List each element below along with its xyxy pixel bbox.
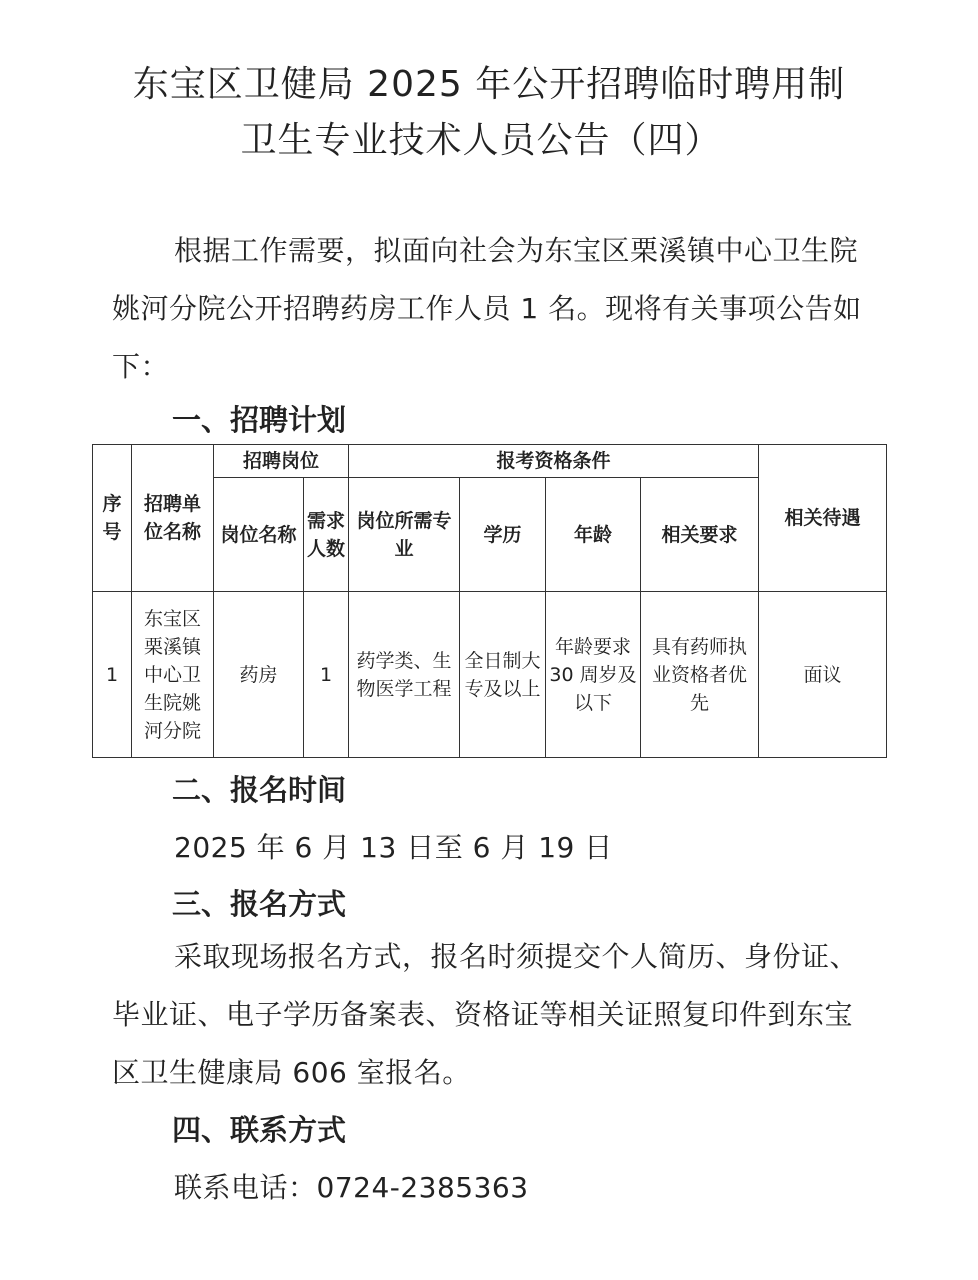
section-heading-contact: 四、联系方式 xyxy=(172,1113,347,1147)
table-row xyxy=(93,592,887,758)
cell-requirements: 具有药师执业资格者优先 xyxy=(641,592,759,758)
announcement-title-line-1: 东宝区卫健局 2025 年公开招聘临时聘用制 xyxy=(132,64,846,105)
header-benefits: 相关待遇 xyxy=(759,445,887,592)
header-qualifications-group: 报考资格条件 xyxy=(349,445,759,478)
header-count: 需求人数 xyxy=(304,478,349,592)
registration-time: 2025 年 6 月 13 日至 6 月 19 日 xyxy=(174,831,613,864)
header-seq: 序号 xyxy=(93,445,132,592)
cell-position-name: 药房 xyxy=(214,592,304,758)
header-age: 年龄 xyxy=(546,478,641,592)
cell-benefits: 面议 xyxy=(759,592,887,758)
section-heading-time: 二、报名时间 xyxy=(172,773,347,807)
cell-seq: 1 xyxy=(93,592,132,758)
contact-phone: 联系电话：0724-2385363 xyxy=(174,1171,529,1204)
cell-education: 全日制大专及以上 xyxy=(460,592,546,758)
table-header-row-1 xyxy=(93,445,887,478)
cell-age: 年龄要求 30 周岁及以下 xyxy=(546,592,641,758)
header-unit: 招聘单位名称 xyxy=(132,445,214,592)
announcement-title-line-2: 卫生专业技术人员公告（四） xyxy=(240,120,722,161)
recruitment-plan-table xyxy=(92,444,887,758)
cell-unit: 东宝区栗溪镇中心卫生院姚河分院 xyxy=(132,592,214,758)
intro-paragraph: 根据工作需要，拟面向社会为东宝区栗溪镇中心卫生院姚河分院公开招聘药房工作人员 1 名。现将有关事项公告如下： xyxy=(112,234,862,383)
cell-count: 1 xyxy=(304,592,349,758)
section-heading-plan: 一、招聘计划 xyxy=(172,403,347,437)
registration-method-paragraph: 采取现场报名方式，报名时须提交个人简历、身份证、毕业证、电子学历备案表、资格证等相关证照复印件到东宝区卫生健康局 606 室报名。 xyxy=(112,940,859,1089)
header-major: 岗位所需专业 xyxy=(349,478,460,592)
header-requirements: 相关要求 xyxy=(641,478,759,592)
header-position-name: 岗位名称 xyxy=(214,478,304,592)
section-heading-method: 三、报名方式 xyxy=(172,887,347,921)
cell-major: 药学类、生物医学工程 xyxy=(349,592,460,758)
header-education: 学历 xyxy=(460,478,546,592)
header-position-group: 招聘岗位 xyxy=(214,445,349,478)
